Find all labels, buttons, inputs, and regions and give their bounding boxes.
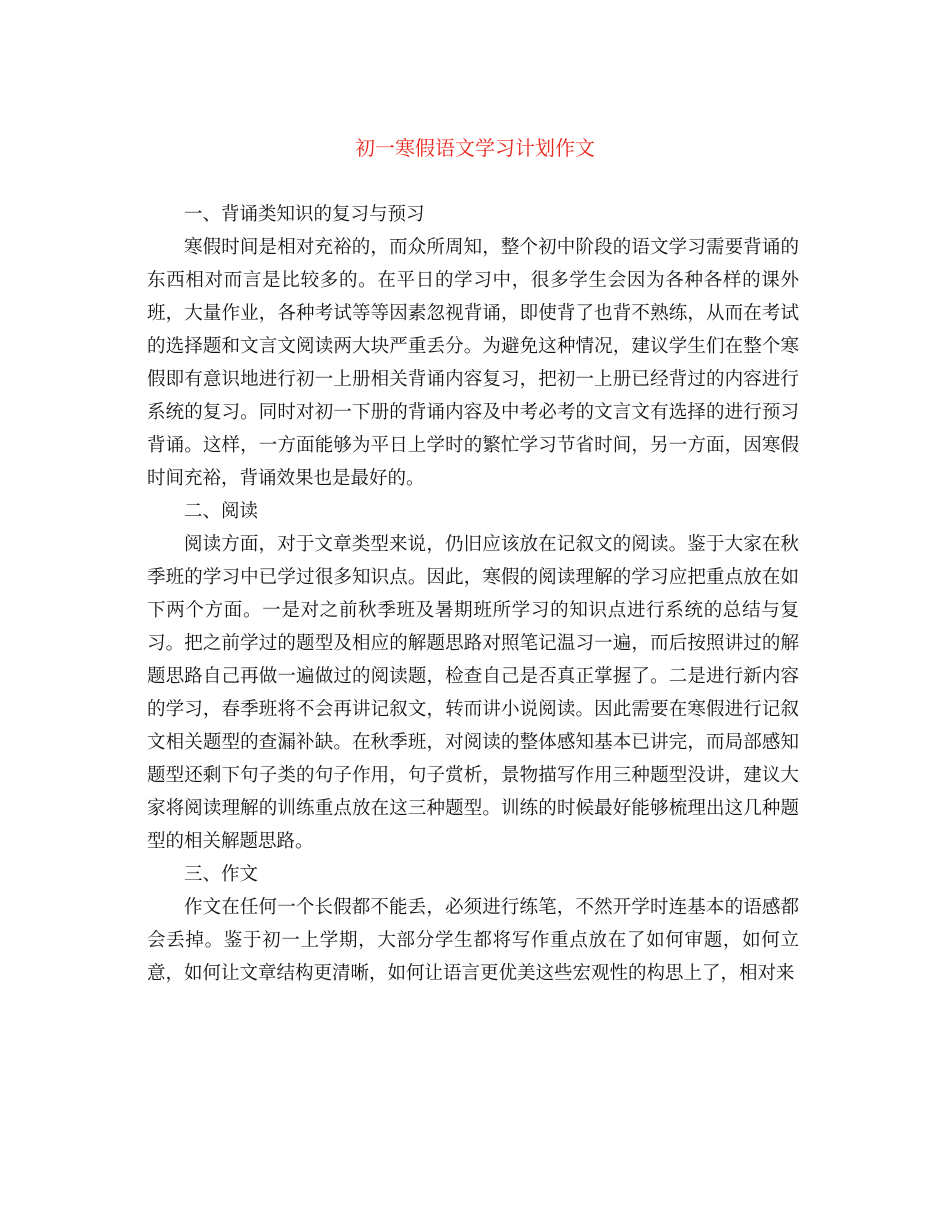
section-paragraph-recitation: 寒假时间是相对充裕的，而众所周知，整个初中阶段的语文学习需要背诵的东西相对而言是比较多的。在平日的学习中，很多学生会因为各种各样的课外班，大量作业，各种考试等等因素忽视背诵，即使背了也背不熟练，从而在考试的选择题和文言文阅读两大块严重丢分。为避免这种情况，建议学生们在整个寒假即有意识地进行初一上册相关背诵内容复习，把初一上册已经背过的内容进行系统的复习。同时对初一下册的背诵内容及中考必考的文言文有选择的进行预习背诵。这样，一方面能够为平日上学时的繁忙学习节省时间，另一方面，因寒假时间充裕，背诵效果也是最好的。 bbox=[147, 237, 799, 489]
document-title: 初一寒假语文学习计划作文 bbox=[355, 136, 595, 160]
document-body bbox=[147, 198, 799, 990]
section-heading-writing: 三、作文 bbox=[184, 864, 259, 885]
section-paragraph-writing: 作文在任何一个长假都不能丢，必须进行练笔，不然开学时连基本的语感都会丢掉。鉴于初一上学期，大部分学生都将写作重点放在了如何审题，如何立意，如何让文章结构更清晰，如何让语言更优美这些宏观性的构思上了，相对来 bbox=[147, 897, 799, 984]
section-heading-recitation: 一、背诵类知识的复习与预习 bbox=[184, 204, 425, 225]
section-heading-reading: 二、阅读 bbox=[184, 501, 259, 522]
section-paragraph-reading: 阅读方面，对于文章类型来说，仍旧应该放在记叙文的阅读。鉴于大家在秋季班的学习中已学过很多知识点。因此，寒假的阅读理解的学习应把重点放在如下两个方面。一是对之前秋季班及暑期班所学习的知识点进行系统的总结与复习。把之前学过的题型及相应的解题思路对照笔记温习一遍，而后按照讲过的解题思路自己再做一遍做过的阅读题，检查自己是否真正掌握了。二是进行新内容的学习，春季班将不会再讲记叙文，转而讲小说阅读。因此需要在寒假进行记叙文相关题型的查漏补缺。在秋季班，对阅读的整体感知基本已讲完，而局部感知题型还剩下句子类的句子作用，句子赏析，景物描写作用三种题型没讲，建议大家将阅读理解的训练重点放在这三种题型。训练的时候最好能够梳理出这几种题型的相关解题思路。 bbox=[147, 534, 799, 852]
